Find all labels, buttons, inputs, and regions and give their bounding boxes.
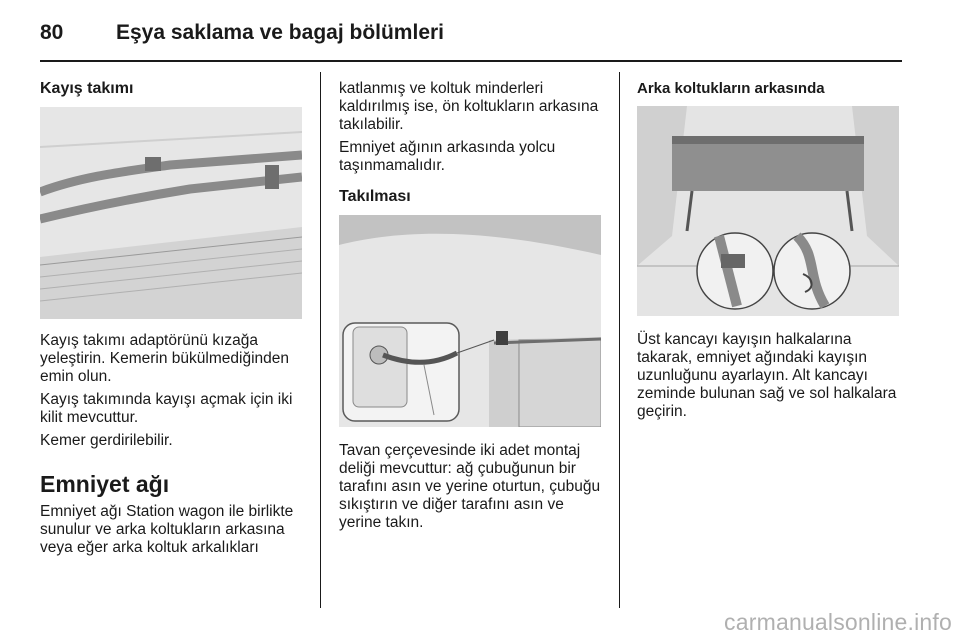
- watermark: carmanualsonline.info: [724, 609, 952, 635]
- column-divider: [619, 72, 620, 608]
- mounting-hole-illustration: [339, 215, 601, 427]
- paragraph: Kemer gerdirilebilir.: [40, 432, 173, 449]
- column-divider: [320, 72, 321, 608]
- section-heading-emniyet-agi: Emniyet ağı: [40, 471, 170, 497]
- chapter-title: Eşya saklama ve bagaj bölümleri: [116, 21, 445, 44]
- paragraph: Üst kancayı kayışın halkalarına takarak, emniyet ağındaki kayışın uzunluğunu ayarlayın. Alt kancayı zeminde bulunan sağ ve sol halkalara geçirin.: [637, 331, 897, 420]
- section-heading-arka-koltuklar: Arka koltukların arkasında: [637, 80, 825, 97]
- paragraph: katlanmış ve koltuk minderleri kaldırılmış ise, ön koltukların arkasına takılabilir.: [339, 80, 599, 133]
- section-heading-takilmasi: Takılması: [339, 188, 411, 205]
- header-divider: [40, 60, 902, 62]
- section-heading-kayis-takimi: Kayış takımı: [40, 80, 134, 97]
- page-number: 80: [40, 21, 64, 44]
- rear-seat-net-illustration: [637, 106, 899, 316]
- paragraph: Tavan çerçevesinde iki adet montaj deliği mevcuttur: ağ çubuğunun bir tarafını asın ve yerine oturtun, çubuğu sıkıştırın ve diğer tarafını asın ve yerine takın.: [339, 442, 601, 531]
- paragraph: Emniyet ağının arkasında yolcu taşınmamalıdır.: [339, 139, 556, 174]
- luggage-strap-illustration: [40, 107, 302, 319]
- paragraph: Emniyet ağı Station wagon ile birlikte sunulur ve arka koltukların arkasına veya eğer arka koltuk arkalıkları: [40, 503, 294, 556]
- paragraph: Kayış takımı adaptörünü kızağa yeleştirin. Kemerin bükülmediğinden emin olun.: [40, 332, 289, 385]
- paragraph: Kayış takımında kayışı açmak için iki kilit mevcuttur.: [40, 391, 293, 426]
